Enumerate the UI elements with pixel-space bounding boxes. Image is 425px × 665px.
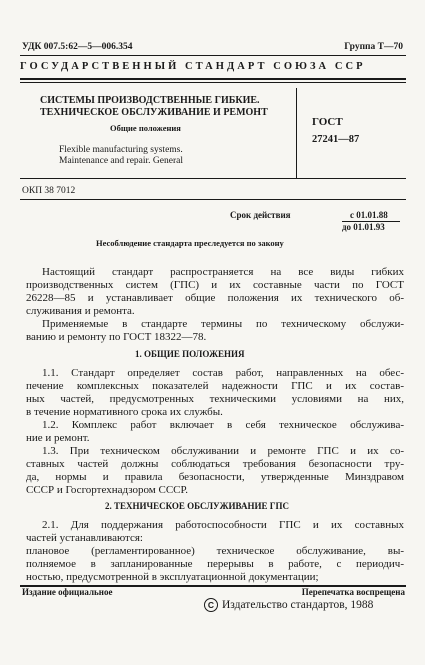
section-2-line-3: плановое (регламентированное) техническое обслуживание, вы- — [26, 545, 404, 557]
section-1-line-10: СССР и Госгортехнадзором СССР. — [26, 484, 188, 496]
title-line-1: СИСТЕМЫ ПРОИЗВОДСТВЕННЫЕ ГИБКИЕ. — [40, 95, 260, 106]
gost-label: ГОСТ — [312, 116, 343, 128]
okp-code: ОКП 38 7012 — [22, 186, 76, 196]
intro-line-6: ванию и ремонту по ГОСТ 18322—78. — [26, 331, 207, 343]
intro-line-1: Настоящий стандарт распространяется на все виды гибких — [42, 266, 404, 278]
english-title-line-1: Flexible manufacturing systems. — [59, 145, 183, 155]
section-2-line-2: частей устанавливаются: — [26, 532, 143, 544]
title-box-bottom — [20, 178, 406, 179]
section-1-line-5: 1.2. Комплекс работ включает в себя техническое обслужива- — [42, 419, 404, 431]
header-rule-top — [20, 55, 406, 56]
section-1-line-4: в течение нормативного срока их службы. — [26, 406, 223, 418]
udk-code: УДК 007.5:62—5—006.354 — [22, 42, 133, 52]
title-subtitle: Общие положения — [110, 123, 181, 133]
validity-to: до 01.01.93 — [342, 222, 385, 232]
publisher-name: Издательство стандартов, 1988 — [222, 599, 374, 611]
section-1-line-6: ние и ремонт. — [26, 432, 90, 444]
intro-line-3: 26228—85 и устанавливает общие положения их технического об- — [26, 292, 404, 304]
title-line-2: ТЕХНИЧЕСКОЕ ОБСЛУЖИВАНИЕ И РЕМОНТ — [40, 107, 268, 118]
section-1-line-2: печение комплексных показателей надежности ГПС и их состав- — [26, 380, 404, 392]
section-2-line-4: полняемое в запланированные перерывы в работе, с периодич- — [26, 558, 404, 570]
validity-from: с 01.01.88 — [350, 210, 388, 220]
validity-label: Срок действия — [230, 210, 291, 220]
section-1-line-1: 1.1. Стандарт определяет состав работ, направленных на обес- — [42, 367, 404, 379]
section-1-heading: 1. ОБЩИЕ ПОЛОЖЕНИЯ — [135, 349, 245, 359]
group-code: Группа Т—70 — [344, 42, 403, 52]
official-edition-label: Издание официальное — [22, 587, 113, 597]
header-rule-bottom-thick — [20, 78, 406, 80]
section-2-line-1: 2.1. Для поддержания работоспособности ГПС и их составных — [42, 519, 404, 531]
section-1-line-8: ставных частей должны соблюдаться требования безопасности тру- — [26, 458, 404, 470]
title-box-left — [296, 88, 297, 178]
state-standard-banner: ГОСУДАРСТВЕННЫЙ СТАНДАРТ СОЮЗА ССР — [20, 61, 366, 72]
copyright-icon: C — [204, 598, 218, 612]
intro-line-2: производственных систем (ГПС) и их составные части по ГОСТ — [26, 279, 404, 291]
section-2-heading: 2. ТЕХНИЧЕСКОЕ ОБСЛУЖИВАНИЕ ГПС — [105, 501, 289, 511]
header-rule-bottom-thin — [20, 82, 406, 83]
intro-line-4: служивания и ремонта. — [26, 305, 135, 317]
violation-notice: Несоблюдение стандарта преследуется по закону — [96, 238, 284, 248]
section-1-line-3: ных частей, предусмотренных техническими условиями на них, — [26, 393, 404, 405]
copyright-line — [204, 598, 373, 612]
okp-rule — [20, 199, 406, 200]
section-1-line-7: 1.3. При техническом обслуживании и ремонте ГПС и их со- — [42, 445, 404, 457]
gost-number: 27241—87 — [312, 134, 360, 145]
reprint-prohibited-label: Перепечатка воспрещена — [301, 587, 405, 597]
section-2-line-5: ностью, предусмотренной в эксплуатационной документации; — [26, 571, 319, 583]
english-title-line-2: Maintenance and repair. General — [59, 156, 183, 166]
section-1-line-9: да, нормы и правила безопасности, утвержденные Минздравом — [26, 471, 404, 483]
intro-line-5: Применяемые в стандарте термины по техническому обслужи- — [42, 318, 404, 330]
